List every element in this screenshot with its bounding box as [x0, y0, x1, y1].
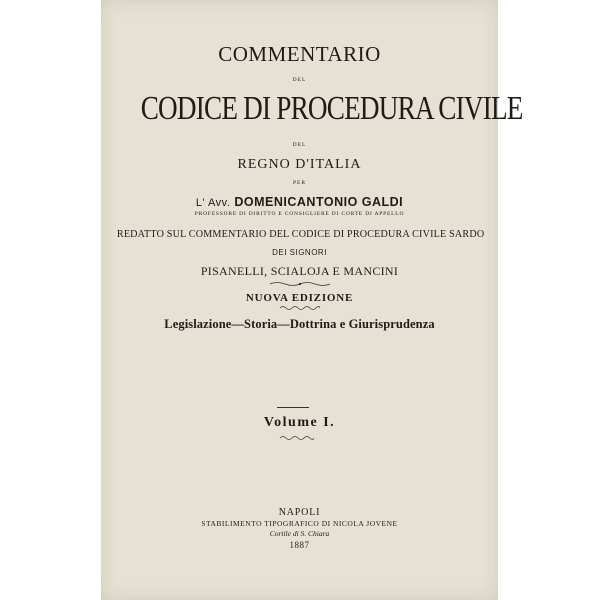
redatto-line: REDATTO SUL COMMENTARIO DEL CODICE DI PROCEDURA CIVILE SARDO [116, 228, 485, 240]
title-per: PER [292, 180, 307, 186]
author-line [101, 196, 498, 209]
wavy-rule-2 [279, 435, 315, 441]
volume-label: Volume I. [263, 415, 336, 430]
imprint-year: 1887 [289, 540, 310, 550]
signori-line: DEI SIGNORI [272, 248, 327, 257]
imprint-printer: STABILIMENTO TIPOGRAFICO DI NICOLA JOVENE [201, 519, 398, 528]
authors-names: PISANELLI, SCIALOJA E MANCINI [200, 264, 399, 278]
edition-label: NUOVA EDIZIONE [245, 292, 354, 304]
imprint-address: Cortile di S. Chiara [269, 529, 330, 538]
main-title: CODICE DI PROCEDURA CIVILE [140, 90, 523, 127]
wavy-rule-1 [279, 305, 321, 311]
author-prefix: L' Avv. [195, 197, 231, 209]
title-del-1: DEL [292, 77, 307, 83]
imprint-city: NAPOLI [278, 507, 321, 518]
volume-rule-top [277, 407, 309, 408]
title-regno: REGNO D'ITALIA [237, 157, 362, 172]
author-name: DOMENICANTONIO GALDI [234, 195, 404, 209]
title-del-2: DEL [292, 142, 307, 148]
author-position: PROFESSORE DI DIRITTO E CONSIGLIERE DI CORTE DI APPELLO [194, 211, 405, 217]
title-commentario: COMMENTARIO [218, 42, 381, 66]
ornament-divider-1 [269, 280, 331, 288]
subjects-line: Legislazione—Storia—Dottrina e Giurisprudenza [164, 317, 435, 331]
title-page [101, 0, 523, 600]
